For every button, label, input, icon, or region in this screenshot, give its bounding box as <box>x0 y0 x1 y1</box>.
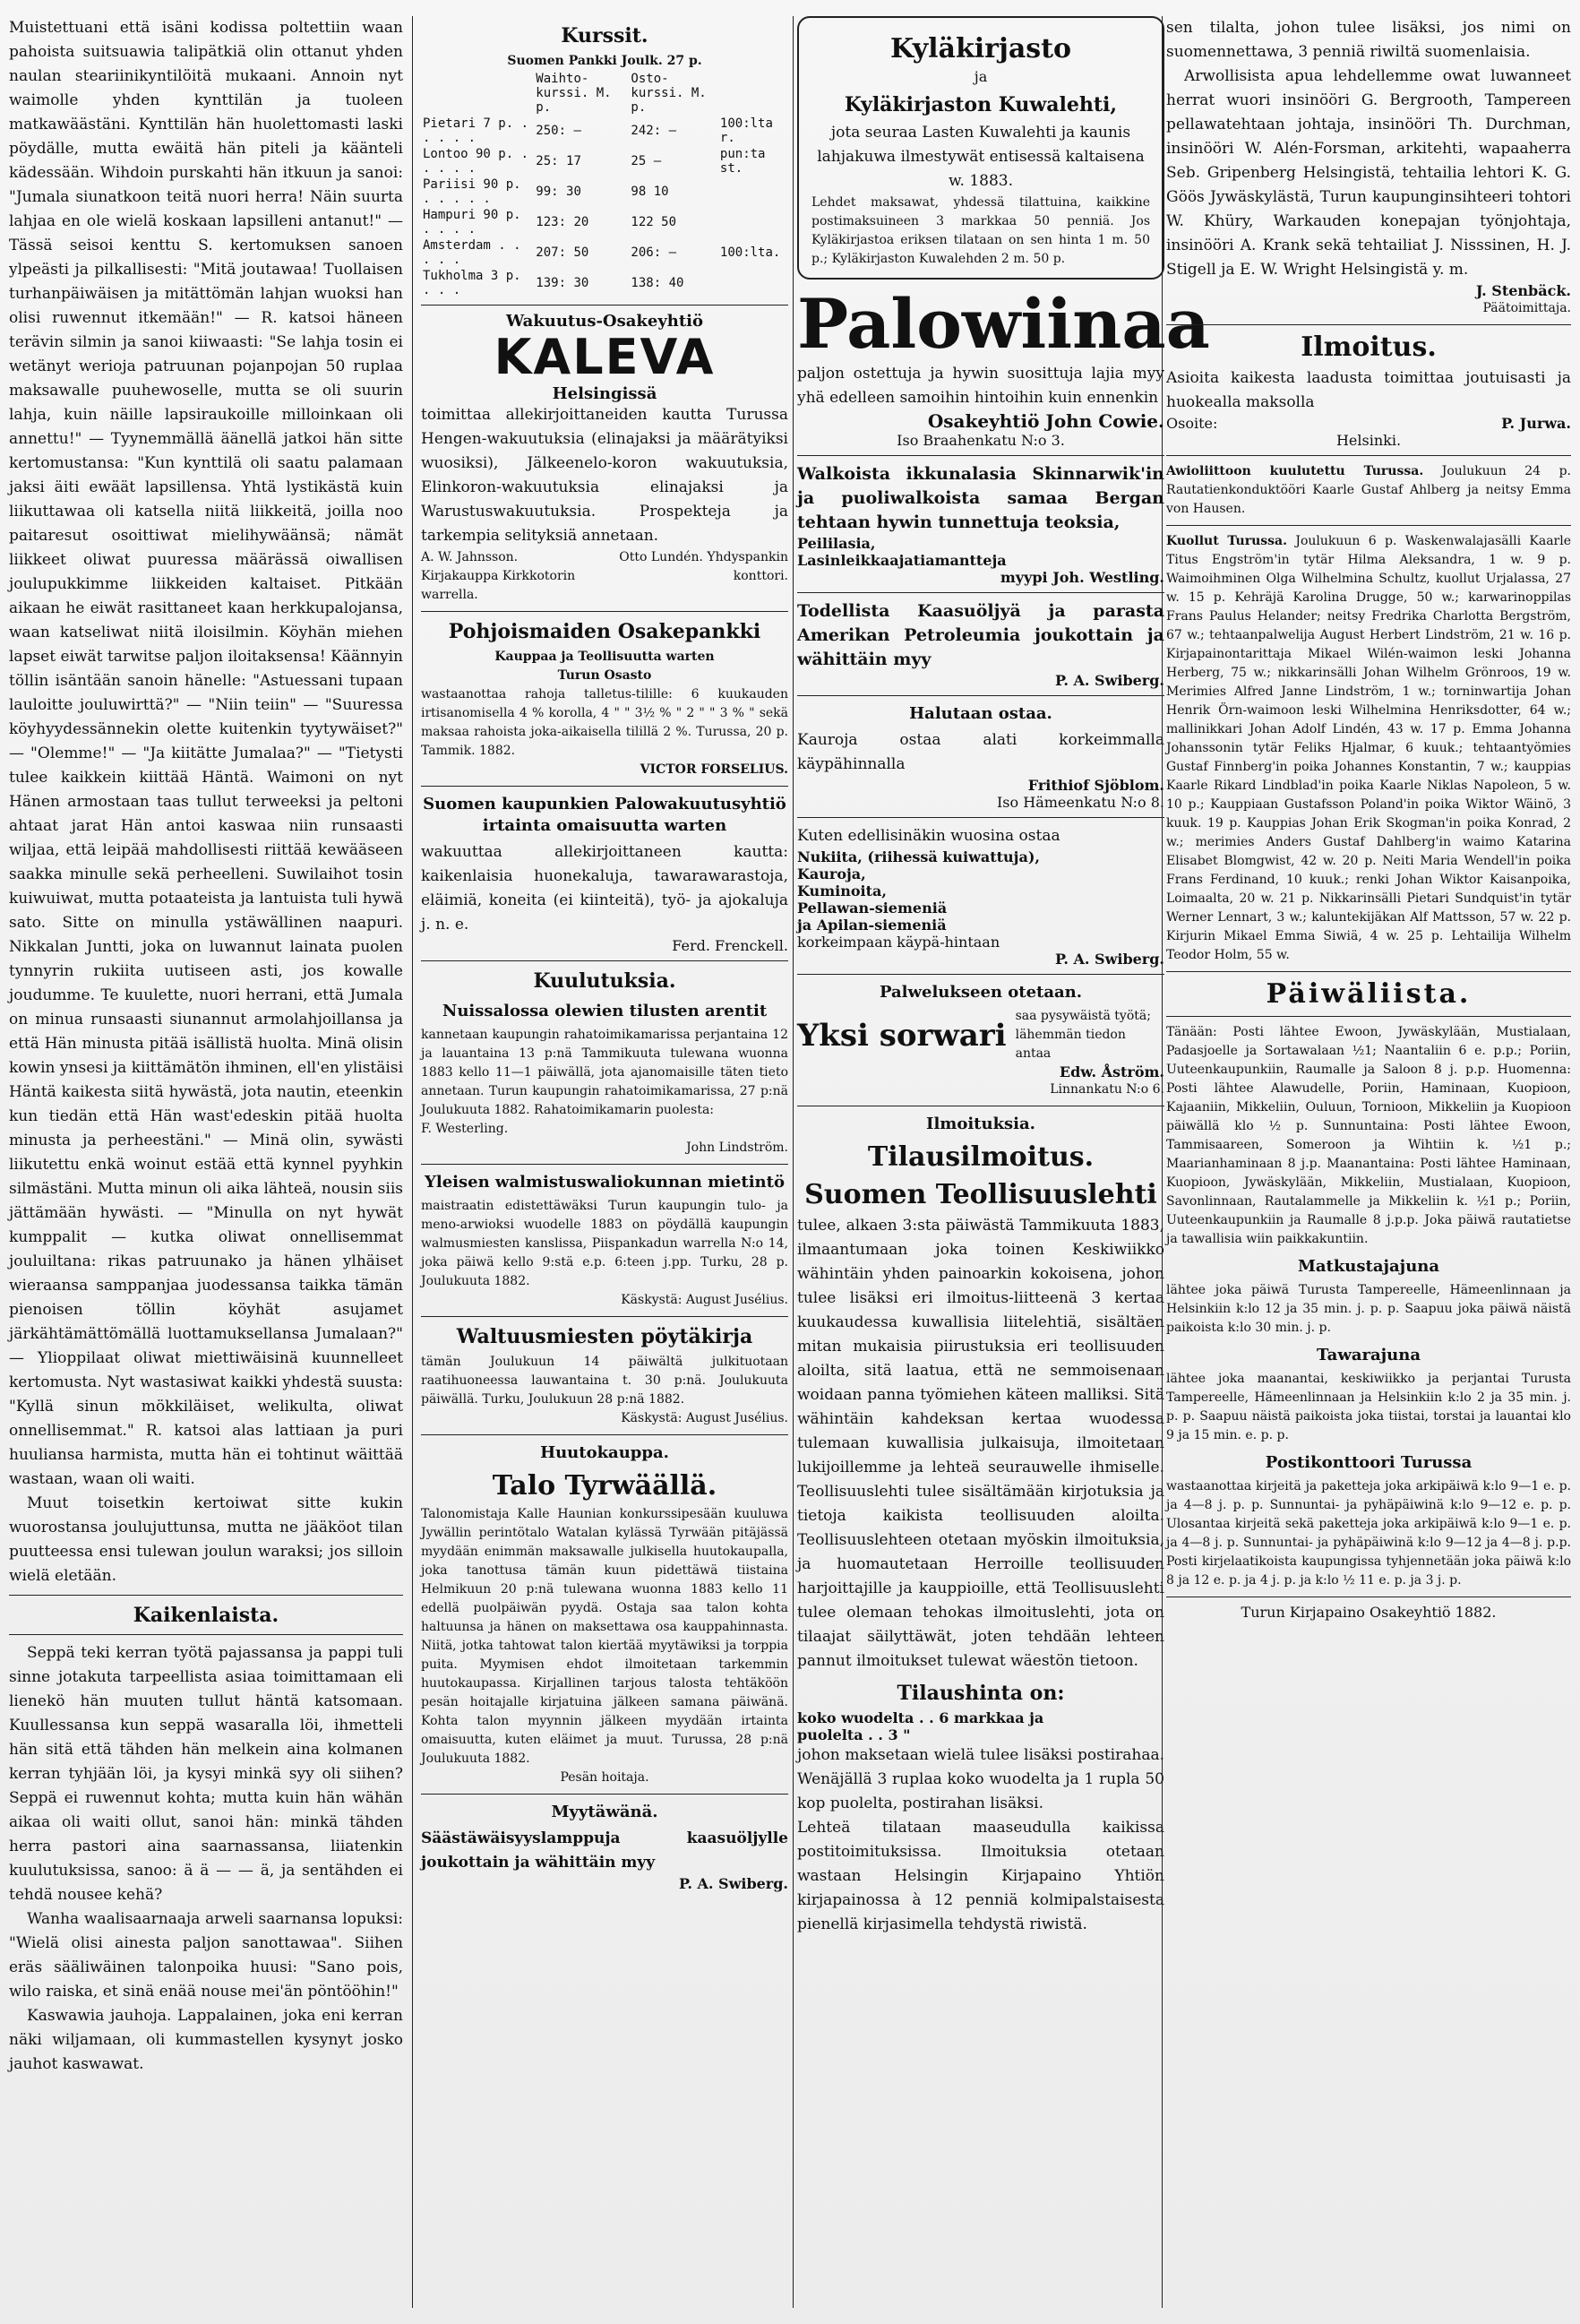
wanted-signature: Frithiof Sjöblom. <box>1027 777 1164 794</box>
notice-title: Waltuusmiesten pöytäkirja <box>456 1325 753 1348</box>
table-cell: 207: 50 <box>536 245 589 260</box>
notice-city: Helsinki. <box>1335 432 1402 449</box>
misc-item: Wanha waalisaarnaaja arweli saarnansa lopuksi: "Wielä olisi ainesta paljon sanottawaa". Siihen eräs sääliwäinen talonpoika huusi: "Sano pois, wilo raiska, et sinä enää nouse mei'än pöntööhin!" <box>9 1910 403 2001</box>
divider <box>421 1316 788 1317</box>
table-cell: Pariisi 90 p. . . . . . <box>423 177 521 206</box>
divider <box>421 611 788 612</box>
table-row <box>421 116 788 146</box>
table-cell: 100:lta. <box>719 245 781 260</box>
exchange-rates-title: Kurssit. <box>561 24 648 47</box>
section-title-notices: Kuulutuksia. <box>533 969 676 993</box>
employment-signature: Edw. Åström. <box>1059 1063 1164 1080</box>
divider <box>421 305 788 306</box>
buy-item: Pellawan-siemeniä <box>797 899 948 917</box>
library-sub: jota seuraa Lasten Kuwalehti ja kaunis lahjakuwa ilmestywät entisessä kaltaisena w. 1883. <box>817 124 1145 190</box>
divider <box>9 1634 403 1635</box>
ad-bank-sub2: Turun Osasto <box>557 668 652 683</box>
sale-text: Säästäwäisyyslamppuja kaasuöljylle joukottain ja wähittäin myy <box>421 1829 788 1872</box>
divider <box>421 786 788 787</box>
auction-signature: Pesän hoitaja. <box>560 1770 649 1785</box>
contributors-text: Arwollisista apua lehdellemme owat luwanneet herrat wuori insinööri G. Bergrooth, Tampereen pellawatehtaan johtaja, insinööri Th. Durchman, insinööri W. Alén-Forsman, arkitehti, wapaaherra Seb. Gripenberg Helsingistä, tehtailia lehtori K. G. Göös Jywäskylästä, Turun kaupunginsihteeri tohtori W. Khüry, Warkauden konepajan työnjohtaja, insinööri A. Krank sekä tehtailiat J. Nisssinen, H. J. Stigell ja E. W. Wright Helsingistä y. m. <box>1166 67 1571 279</box>
table-row <box>421 176 788 207</box>
table-cell: 99: 30 <box>536 185 581 199</box>
ad-kaleva-title: KALEVA <box>494 329 716 385</box>
ad-insurance-text: wakuuttaa allekirjoittaneen kautta: kaikenlaisia huonekaluja, tawarawarastoja, eläimiä, koneita (ei kiinteitä), työ- ja ajokaluja j. n. e. <box>421 843 788 934</box>
table-cell <box>718 268 788 298</box>
death-text: Joulukuun 6 p. Waskenwalajasälli Kaarle Titus Engström'in tytär Hilma Aleksandra, 1 w. 9 p. Waimoihminen Olga Wilhelmina Schultz, kuollut Urjalassa, 27 w. 15 p. Kehräjä Karolina Drugge, 50 w.; karwarinoppilas Frans Paulus Helander; neitsy Fredrika Charlotta Bergström, 67 w.; tehtaanpalwelija August Herbert Lindström, 21 w. 16 p. Kirjapainontarittaja Mikael Wilén-waimon leski Johanna Herberg, 75 w.; nikkarinsälli Johan Wilhelm Grönroos, 19 w. Merimies Alfred Janne Lindström, 1 w.; torninwartija Johan Henrik Örn-waimoon leski Wilhelmina Henriksdotter, 64 w.; mallinikkari Johan Adolf Lindén, 43 w. 17 p. Emma Johanna Johanssonin tytär Feliks Hjalmar, 6 kuuk.; tehtaantyömies Gustaf Finnberg'in poika Johannes Konstantin, 7 w.; kauppias Kaarle Rikard Lindblad'in poika Kaarle Niklas Napoleon, 5 w. 10 p.; Kauppiaan Gustafsson Poland'in poika Wiktor Wäinö, 3 kuuk. 19 p. Kauppias Johan Erik Skogman'in poika Konrad, 2 w.; merimies Anders Gustaf Dahlberg'in waimo Katarina Elisabet Blomgwist, 42 w. 20 p. Neiti Maria Wendell'in poika Frans Ferdinand, 10 kuuk.; renki Johan Wiktor Kaisanpoika, Loimaalta, 20 w. 21 p. Nikkarinsälli Pietari Sundquist'in tytär Werner Lennart, 3 w.; kaluntekijäkan Alf Mattsson, 57 w. 22 p. Kirjurin Mikael Emma Siwiä, 4 w. 25 p. Lehtailija Wilhelm Teodor Holm, 55 w. <box>1166 534 1572 962</box>
journal-continued: sen tilalta, johon tulee lisäksi, jos nimi on suomennettawa, 3 penniä riwiltä suomenlaisia. <box>1166 19 1571 61</box>
misc-item: Kaswawia jauhoja. Lappalainen, joka eni kerran näki wiljamaan, oli kummastellen kysynyt josko jauhot kaswawat. <box>9 2007 403 2073</box>
price-row: puolelta . . 3 " <box>797 1726 911 1743</box>
train-title: Matkustajajuna <box>1297 1257 1440 1276</box>
library-ad-box <box>797 16 1164 280</box>
price-title: Tilaushinta on: <box>897 1682 1065 1705</box>
ad-kaleva-pre: Wakuutus-Osakeyhtiö <box>505 312 704 331</box>
journal-title: Suomen Teollisuuslehti <box>804 1179 1157 1210</box>
table-row <box>421 268 788 298</box>
divider <box>797 974 1164 975</box>
marriage-title: Awioliittoon kuulutettu Turussa. <box>1166 464 1424 478</box>
table-header: Waihto-kurssi. M. p. <box>536 72 612 115</box>
printer-footer: Turun Kirjapaino Osakeyhtiö 1882. <box>1241 1604 1497 1621</box>
divider <box>421 1164 788 1165</box>
section-title-misc: Kaikenlaista. <box>133 1604 279 1627</box>
freight-title: Tawarajuna <box>1317 1346 1421 1364</box>
ad-kaleva-signers <box>421 548 788 605</box>
library-title: Kyläkirjasto <box>889 33 1072 65</box>
divider <box>797 592 1164 593</box>
journal-text: tulee, alkaen 3:sta päiwästä Tammikuuta 1883, ilmaantumaan joka toinen Keskiwiikko wähintäin yhden painoarkin kokoisena, johon tulee lisäksi eri ilmoitus-liitteenä 3 kertaa kuukaudessa kuwallisia liitelehtiä, sisältäen mitan mukaisia piirustuksia eri teollisuuden aloilta, sitä laatua, että ne semmoisenaan woidaan panna työmiehen käteen malliksi. Sitä wähintäin kahdeksan kertaa wuodessa tulemaan kuwallisia julkaisuja, ilmoitetaan lukijoillemme ja lehteä seurauwelle ihmiselle. Teollisuuslehti tulee sisältämään kirjotuksia ja tietoja kaikista teollisuuden aloilta. Teollisuuslehteen otetaan myöskin ilmoituksia, ja huomautetaan Herroille teollisuuden harjoittajille ja kauppioille, että Teollisuuslehti tulee olemaan tehokas ilmoituslehti, jota on tilaajat säilyttäwät, joten tehdään lehteen pannut ilmoitukset tulewat wäestön tietoon. <box>797 1217 1164 1670</box>
ad-glass-item: Lasinleikkaajatiamantteja <box>797 552 1007 569</box>
divider <box>1166 455 1571 456</box>
table-header <box>421 71 534 116</box>
divider <box>9 1595 403 1596</box>
divider <box>421 1434 788 1435</box>
divider <box>797 455 1164 456</box>
buy-tail: korkeimpaan käypä-hintaan <box>797 934 1000 951</box>
ad-bank-text: wastaanottaa rahoja talletus-tilille: 6 kuukauden irtisanomisella 4 % korolla, 4 " " 3½ % " 2 " " 3 % " sekä maksaa rahoista joka-aikaisella tilillä 2 %. Turussa, 20 p. Tammik. 1882. <box>421 687 788 758</box>
notice-text: tämän Joulukuun 14 päiwältä julkituotaan raatihuoneessa lauwantaina t. 30 p:nä. Joulukuuta päiwällä. Turku, Joulukuun 28 p:nä 1882. <box>421 1355 788 1407</box>
ad-bank-title: Pohjoismaiden Osakepankki <box>448 620 761 643</box>
ad-kaleva-text: toimittaa allekirjoittaneiden kautta Turussa Hengen-wakuutuksia (elinajaksi ja määrätyiksi wuosiksi), Jälkeenelo-koron wakuutuksia, Elinkoron-wakuutuksia elinajaksi ja Warustuswakuutuksia. Prospekteja ja tarkempia selityksiä annetaan. <box>421 406 788 545</box>
death-notice <box>1166 532 1571 965</box>
ad-bank-signature: VICTOR FORSELIUS. <box>640 762 788 777</box>
table-row <box>421 146 788 176</box>
notice-address-label: Osoite: <box>1166 415 1218 432</box>
employment-big: Yksi sorwari <box>797 1017 1007 1054</box>
divider <box>1166 1016 1571 1017</box>
library-conjunction: ja <box>974 68 988 85</box>
signer: Otto Lundén. Yhdyspankin konttori. <box>619 550 788 583</box>
ad-glass-text: Walkoista ikkunalasia Skinnarwik'in ja puoliwalkoista samaa Bergan tehtaan hywin tunnettuja teoksia, <box>797 464 1164 532</box>
auction-text: Talonomistaja Kalle Haunian konkurssipesään kuuluwa Jywällin perintötalo Watalan kylässä Tyrwään pitäjässä myydään enimmän maksawalle julkisella huutokaupalla, joka tanottusa tämän kuun pidettäwä tiistaina Helmikuun 20 p:nä tulewana wuonna 1883 kello 11 edellä puolpäiwän pyydä. Ostaja saa talon kohta haltuunsa ja hänen on maksettawa osa kauppahinnasta. Niitä, jotka tahtowat talon kiertää myytäwiksi ja torppia puita. Myymisen ehdot ilmoitetaan tarkemmin huutokaupassa. Kirjallinen tarjous talosta tehtäköön pesän hoitajalle kirjatuina jälkeen samana päiwänä. Kohta talon myynnin jälkeen myydään irtainta omaisuutta, kuten eläimet ja muut. Turussa, 28 p:nä Joulukuuta 1882. <box>421 1507 788 1766</box>
table-cell <box>718 207 788 237</box>
story-text: Muistettuani että isäni kodissa poltettiin waan pahoista suitsuawia talipätkiä olin ottanut yhden naulan steariinikyntilöitä mukaani. Annoin nyt waimolle yhden kynttilän ja tuoleen matkawäästäni. Kynttilän hän huolettomasti laski pöydälle, mutta ewäitä hän piteli ja käänteli kädessään. Wihdoin purskahti hän itkuun ja sanoi: "Jumala siunatkoon teitä nuori herra! Näin suurta lahjaa en ole wielä koskaan lapsilleni antanut!" — Tässä seisoi kenttu S. kertomuksen sanoen ylpeästi ja pilkallisesti: "Mitä joutawaa! Tuollaisen turhanpäiwäisen ja mitättömän lahjan wuoksi han olisi ruwennut itkemään!" — R. katsoi häneen terävin silmin ja sanoi kiiwaasti: "Se lahja tosin ei wetänyt werioja patruunan pojanpojan 50 ruplaa maksawalle puuhewoselle, mutta se oli suurin lahja, kuin näille lapsiraukoille milloinkaan oli annettu!" — Tyynemmällä äänellä jatkoi hän sitte kertomustansa: "Kun kynttilä oli saatu palamaan jaksi äiti ewäät lapsillensa. Yhtä lystikästä kuin liikuttawaa oli katsella niitä liikkeitä, joilla noo paitaresut osoittiwat mielihywäänsä; nämät liikkeet oliwat puuressa määrässä oiwallisen joulupukkimme liikkeiden kaltaiset. Pitkään aikaan he eiwät rasittaneet kaan herkkupalojansa, waan katseliwat niitä iloisilmin. Köyhän miehen lapset eiwät tarwitse paljon iloitaksensa! Käännyin töllin isäntään sanoin hänelle: "Astuessani tupaan lauloitte jouluwirttä?" — "Niin teiin" — "Suuressa köyhyydessännekin olette kuitenkin tyytywäiset?" — "Olemme!" — "Ja kiitätte Jumalaa?" — "Tietysti tulee kaikkein kiittää Häntä. Waimoni on nyt Hänen armostaan taas tullut terweeksi ja peltoni ahtaat jarat Hän antoi kaswaa niin runsaasti wiljaa, että leipää mahdollisesti riittää kewääseen saakka minulle sekä perheelleni. Suwilaihot tosin kuiwuiwat, mutta potaateista ja lantuista tuli hywä sato. Sitte on minulla ystäwällinen naapuri. Nikkalan Juntti, joka on luwannut lainata puolen tynnyrin rukiita uutiseen asti, jos kowalle joudumme. Te kuulette, nuori herrani, että Jumala on minua runsaasti siunannut armolahjoillansa ja että Hän minusta pitää isällistä huolta. Minä olisin kowin ynsesi ja kiittämätön ihminen, ell'en ylistäisi Häntä kaikesta siitä hywästä, jota nautin, eteenkin kun tiedän että Hän wast'edeskin pitää huolta minusta ja perheestäni." — Minä olin, sywästi liikutettu enkä woinut estää että kynnel pyyhkin silmästäni. Mutta minun oli aika lähteä, nousin siis jättämään hywästi. — "Minulla on nyt hywät kumppalit — kutka oliwat onnellisemmat jouluiltana: rikas patruunako ja hänen ylhäiset wieraansa samppanjaa juodessansa taikka tämän pienoisen töllin köyhät asujamet järkähtämättömällä luottamuksellansa Jumalaan?" — Ylioppilaat oliwat miettiwäisinä kuunnelleet kertomusta. Nyt wastasiwat kaikki yhdestä suusta: "Kyllä sinun mökkiläiset, welikulta, oliwat onnellisemmat." R. katsoi alas lattiaan ja puri huuliansa harmista, mutta hän ei tohtinut wäittää wastaan, waan oli waiti. <box>9 19 403 1488</box>
table-cell: 250: — <box>536 124 581 138</box>
notice-title: Nuissalossa olewien tilusten arentit <box>442 1002 768 1020</box>
divider <box>1166 525 1571 526</box>
section-title-ads: Ilmoituksia. <box>926 1115 1035 1133</box>
ad-oil-text: Todellista Kaasuöljyä ja parasta Amerikan Petroleumia joukottain ja wähittäin myy <box>797 601 1164 669</box>
ad-insurance-signature: Ferd. Frenckell. <box>672 937 788 954</box>
notice-text: kannetaan kaupungin rahatoimikamarissa perjantaina 12 ja lauantaina 13 p:nä Tammikuuta tulewana wuonna 1883 kello 11—1 päiwällä, jota ajanomaisille täten tieto annetaan. Turun kaupungin rahatoimikamarissa, 27 p:nä Joulukuuta 1882. Rahatoimikamarin puolesta: <box>421 1028 788 1117</box>
column-rule <box>412 16 413 2308</box>
ad-palowiinaa-title: Palowiinaa <box>797 284 1210 364</box>
buy-signature: P. A. Swiberg. <box>1054 951 1164 968</box>
table-cell: 25: 17 <box>536 154 581 168</box>
wanted-text: Kauroja ostaa alati korkeimmalla käypähinnalla <box>797 731 1164 773</box>
notice-title: Ilmoitus. <box>1301 331 1437 363</box>
table-row <box>421 237 788 268</box>
table-cell: Hampuri 90 p. . . . . <box>423 208 521 237</box>
table-cell: 242: — <box>631 124 676 138</box>
notice-title: Yleisen walmistuswaliokunnan mietintö <box>425 1173 785 1192</box>
auction-title: Talo Tyrwäällä. <box>492 1470 717 1502</box>
table-cell: Amsterdam . . . . . <box>423 238 521 267</box>
table-cell: 139: 30 <box>536 276 589 290</box>
divider <box>797 695 1164 696</box>
table-cell: 123: 20 <box>536 215 589 229</box>
column-2 <box>421 16 788 2308</box>
marriage-notice <box>1166 462 1571 519</box>
exchange-rates-subtitle: Suomen Pankki Joulk. 27 p. <box>507 54 702 68</box>
sale-signature: P. A. Swiberg. <box>678 1875 788 1892</box>
employment-title: Palwelukseen otetaan. <box>879 983 1083 1002</box>
buy-item: Nukiita, (riihessä kuiwattuja), <box>797 848 1040 865</box>
daily-list-title: Päiwäliista. <box>1266 978 1472 1010</box>
notice-text: Asioita kaikesta laadusta toimittaa joutuisasti ja huokealla maksolla <box>1166 369 1571 411</box>
table-cell: 25 — <box>631 154 662 168</box>
price-row: koko wuodelta . . 6 markkaa ja <box>797 1709 1044 1726</box>
signer: A. W. Jahnsson. Kirjakauppa Kirkkotorin warrella. <box>421 550 576 602</box>
ad-kaleva-city: Helsingissä <box>552 384 657 403</box>
divider <box>421 960 788 961</box>
employment-row <box>797 1007 1164 1063</box>
table-cell: 206: — <box>631 245 676 260</box>
notice-signature: John Lindström. <box>686 1140 788 1155</box>
table-cell: Pietari 7 p. . . . . . <box>423 116 529 145</box>
divider <box>421 1794 788 1795</box>
employment-text: saa pysywäistä työtä; lähemmän tiedon antaa <box>1015 1009 1151 1061</box>
column-1 <box>9 16 403 2308</box>
wanted-address: Iso Hämeenkatu N:o 8. <box>996 794 1164 811</box>
employment-address: Linnankatu N:o 6. <box>1050 1082 1164 1097</box>
notice-signature: Käskystä: August Jusélius. <box>621 1411 788 1425</box>
sale-title: Myytäwänä. <box>551 1803 658 1821</box>
daily-list-text: Tänään: Posti lähtee Ewoon, Jywäskylään, Mustialaan, Padasjoelle ja Sortawalaan ½1; Naantaliin 6 e. p.p.; Poriin, Uuteenkaupunkiin, Raumalle ja Saloon 8 j. p.p. Huomenna: Posti lähtee Alawudelle, Poriin, Haminaan, Kuopioon, Kajaaniin, Mikkeliin, Ouluun, Tornioon, Mikkeliin ja Kuopioon päiwällä klo ½ p. Sunnuntaina: Posti lähtee Ewoon, Tammisaareen, Someroon ja Wihtiin k. ½1 p.; Maarianhaminaan 8 j.p. Maanantaina: Posti lähtee Haminaan, Kuopioon, Jywäskylään, Mikkeliin, Mustialaan, Kuopioon, Savonlinnaan, Rautalammelle ja Mikkeliin k. ½1 p.; Poriin, Uuteenkaupunkiin ja Raumalle 8 j.p.p. Joka päiwä rautatietse ja tawallisia wiin paikkakuntiin. <box>1166 1025 1571 1246</box>
ad-palowiinaa-company: Osakeyhtiö John Cowie. <box>927 410 1164 432</box>
ad-oil-signature: P. A. Swiberg. <box>1054 672 1164 689</box>
train-text: lähtee joka päiwä Turusta Tampereelle, Hämeenlinnaan ja Helsinkiin k:lo 12 ja 35 min. j. p. p. Saapuu joka päiwä näistä paikoista k:lo 30 min. j. p. <box>1166 1283 1571 1335</box>
death-title: Kuollut Turussa. <box>1166 534 1287 548</box>
buy-text: Kuten edellisinäkin wuosina ostaa <box>797 827 1060 845</box>
price-text: johon maksetaan wielä tulee lisäksi postirahaa. Wenäjällä 3 ruplaa koko wuodelta ja 1 rupla 50 kop puolelta, postirahan lisäksi. <box>797 1746 1164 1812</box>
post-text: wastaanottaa kirjeitä ja paketteja joka arkipäiwä k:lo 9—1 e. p. ja 4—8 j. p. p. Sunnuntai- ja pyhäpäiwinä k:lo 9—12 e. p. p. Ulosantaa kirjeitä sekä paketteja joka arkipäiwä k:lo 9—1 e. p. ja 4—8 j. p. Sunnuntai- ja pyhäpäiwinä k:lo 9—12 ja 4—8 j. p.p. Posti kirjelaatikoista kaupungissa tyhjennetään joka päiwä k:lo 8 ja 12 e. p. ja 4 j. p. ja k:lo ½ 11 e. p. ja 3 j. p. <box>1166 1479 1571 1588</box>
table-cell <box>718 176 788 207</box>
ad-insurance-title: Suomen kaupunkien Palowakuutusyhtiö irtainta omaisuutta warten <box>423 795 786 835</box>
notice-signature: Käskystä: August Jusélius. <box>621 1293 788 1307</box>
buy-item: Kauroja, <box>797 865 866 882</box>
misc-item: Seppä teki kerran työtä pajassansa ja pappi tuli sinne jotakuta tarpeellista asiaa toimittamaan eli lienekö hän muuten tullut häntä katsomaan. Kuullessansa kun seppä wasaralla löi, ihmetteli hän sitä että tähden hän melkein aina kolmanen kerran tyhjään löi, ja kysyi minkä syy oli siihen? Seppä ei ruwennut kohta; mutta kuin hän wähän aikaa oli waiti ollut, sanoi hän: minkä tähden herra pastori aina saarnassansa, liiatenkin kuulutuksissa, sanoo: ä ä — — ä, ja sentähden ei tehdä nousee kehä? <box>9 1644 403 1904</box>
table-cell: 98 10 <box>631 185 669 199</box>
notice-signature: P. Jurwa. <box>1501 415 1571 432</box>
auction-heading: Huutokauppa. <box>540 1443 669 1462</box>
library-title-2: Kyläkirjaston Kuwalehti, <box>844 93 1118 116</box>
table-cell: pun:ta st. <box>719 147 766 176</box>
table-cell: 122 50 <box>631 215 676 229</box>
story-closing: Muut toisetkin kertoiwat sitte kukin wuorostansa joulujuttunsa, mutta ne jääköot tilan puutteessa ensi tulewan joulun waraksi; jos silloin wielä eletään. <box>9 1494 403 1585</box>
divider <box>1166 971 1571 972</box>
divider <box>1166 324 1571 325</box>
freight-text: lähtee joka maanantai, keskiwiikko ja perjantai Turusta Tampereelle, Hämeenlinnaan ja Helsinkiin k:lo 2 ja 35 min. j. p. p. Saapuu näistä paikoista joka tiistai, torstai ja lauantai klo 9 ja 15 min. e. p. p. <box>1166 1372 1571 1442</box>
table-cell: Tukholma 3 p. . . . <box>423 269 521 297</box>
exchange-rates-table <box>421 71 788 298</box>
table-header <box>718 71 788 116</box>
post-title: Postikonttoori Turussa <box>1265 1453 1473 1472</box>
table-cell: 100:lta r. <box>719 116 773 145</box>
wanted-title: Halutaan ostaa. <box>909 704 1052 723</box>
table-header: Osto-kurssi. M. p. <box>631 72 707 115</box>
divider <box>797 817 1164 818</box>
subscription-title: Tilausilmoitus. <box>867 1141 1095 1173</box>
order-text: Lehteä tilataan maaseudulla kaikissa postitoimituksissa. Ilmoituksia otetaan wastaan Helsingin Kirjapaino Yhtiön kirjapainossa à 12 penniä kolmipalstaisesta pienellä kirjasimella tehdystä riwistä. <box>797 1819 1164 1933</box>
table-cell: 138: 40 <box>631 276 684 290</box>
editor-signature: J. Stenbäck. <box>1475 282 1571 299</box>
ad-glass-signature: myypi Joh. Westling. <box>1000 569 1164 586</box>
table-header-row <box>421 71 788 116</box>
buy-item: ja Apilan-siemeniä <box>797 917 947 934</box>
column-4 <box>1166 16 1571 2308</box>
ad-palowiinaa-address: Iso Braahenkatu N:o 3. <box>897 432 1065 449</box>
notice-signature-row <box>1166 415 1571 432</box>
marriage-text: Joulukuun 24 p. Rautatienkonduktööri Kaarle Gustaf Ahlberg ja neitsy Emma von Hausen. <box>1166 464 1571 516</box>
table-cell: Lontoo 90 p. . . . . . <box>423 147 529 176</box>
table-row <box>421 207 788 237</box>
ad-bank-sub: Kauppaa ja Teollisuutta warten <box>494 650 715 664</box>
notice-text: maistraatin edistettäwäksi Turun kaupungin tulo- ja meno-arwioksi wuodelle 1883 on pöydällä kaupungin walmusmiesten kanslissa, Piispankadun warrella N:o 14, joka päiwä kello 9:stä e.p. 6:teen j.pp. Turku, 28 p. Joulukuuta 1882. <box>421 1199 788 1288</box>
ad-palowiinaa-text: paljon ostettuja ja hywin suosittuja lajia myy yhä edelleen samoihin hintoihin kuin ennenkin <box>797 365 1164 407</box>
library-text: Lehdet maksawat, yhdessä tilattuina, kaikkine postimaksuineen 3 markkaa 50 penniä. Jos Kyläkirjastoa eriksen tilataan on sen hinta 1 m. 50 p.; Kyläkirjaston Kuwalehden 2 m. 50 p. <box>811 195 1150 266</box>
ad-glass-item: Peililasia, <box>797 535 876 552</box>
buy-item: Kuminoita, <box>797 882 887 899</box>
notice-signature: F. Westerling. <box>421 1122 509 1136</box>
column-rule <box>793 16 794 2308</box>
editor-role: Päätoimittaja. <box>1482 301 1571 315</box>
